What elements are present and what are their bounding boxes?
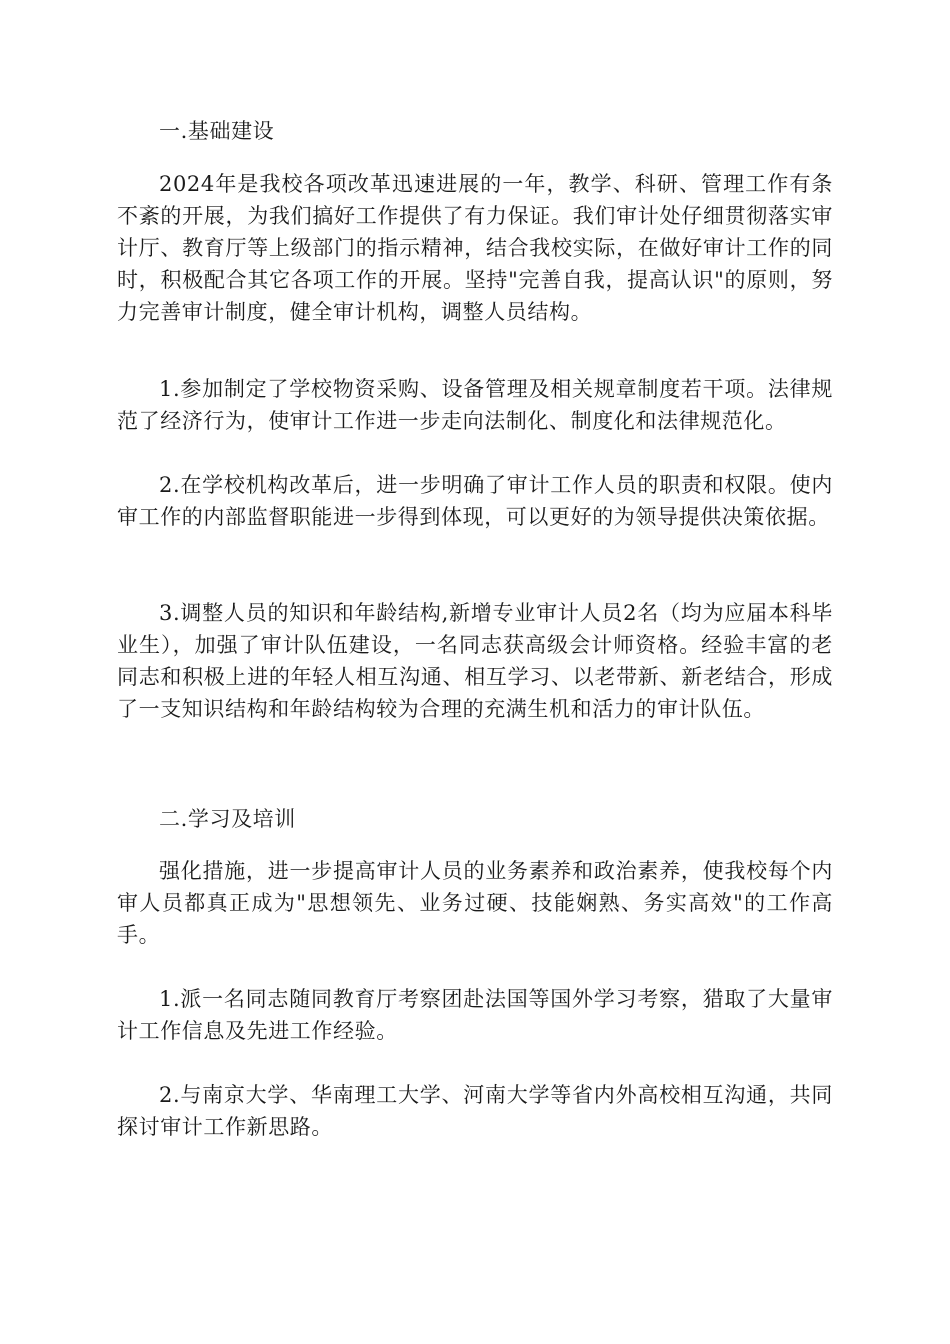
list-item: 2.在学校机构改革后，进一步明确了审计工作人员的职责和权限。使内审工作的内部监督职能进一步得到体现，可以更好的为领导提供决策依据。	[117, 473, 833, 529]
section-intro-paragraph: 2024年是我校各项改革迅速进展的一年，教学、科研、管理工作有条不紊的开展，为我们搞好工作提供了有力保证。我们审计处仔细贯彻落实审计厅、教育厅等上级部门的指示精神，结合我校实际，在做好审计工作的同时，积极配合其它各项工作的开展。坚持"完善自我，提高认识"的原则，努力完善审计制度，健全审计机构，调整人员结构。	[117, 172, 833, 324]
list-item: 1.派一名同志随同教育厅考察团赴法国等国外学习考察，猎取了大量审计工作信息及先进工作经验。	[117, 987, 833, 1043]
section-intro-paragraph: 强化措施，进一步提高审计人员的业务素养和政治素养，使我校每个内审人员都真正成为"思想领先、业务过硬、技能娴熟、务实高效"的工作高手。	[117, 859, 833, 947]
list-item: 1.参加制定了学校物资采购、设备管理及相关规章制度若干项。法律规范了经济行为，使审计工作进一步走向法制化、制度化和法律规范化。	[117, 377, 833, 433]
section-heading-study-training: 二.学习及培训	[159, 807, 296, 831]
list-item: 2.与南京大学、华南理工大学、河南大学等省内外高校相互沟通，共同探讨审计工作新思路。	[117, 1083, 833, 1139]
section-heading-basic-construction: 一.基础建设	[159, 119, 275, 143]
list-item: 3.调整人员的知识和年龄结构,新增专业审计人员2名（均为应届本科毕业生），加强了审计队伍建设，一名同志获高级会计师资格。经验丰富的老同志和积极上进的年轻人相互沟通、相互学习、以老带新、新老结合，形成了一支知识结构和年龄结构较为合理的充满生机和活力的审计队伍。	[117, 601, 833, 721]
